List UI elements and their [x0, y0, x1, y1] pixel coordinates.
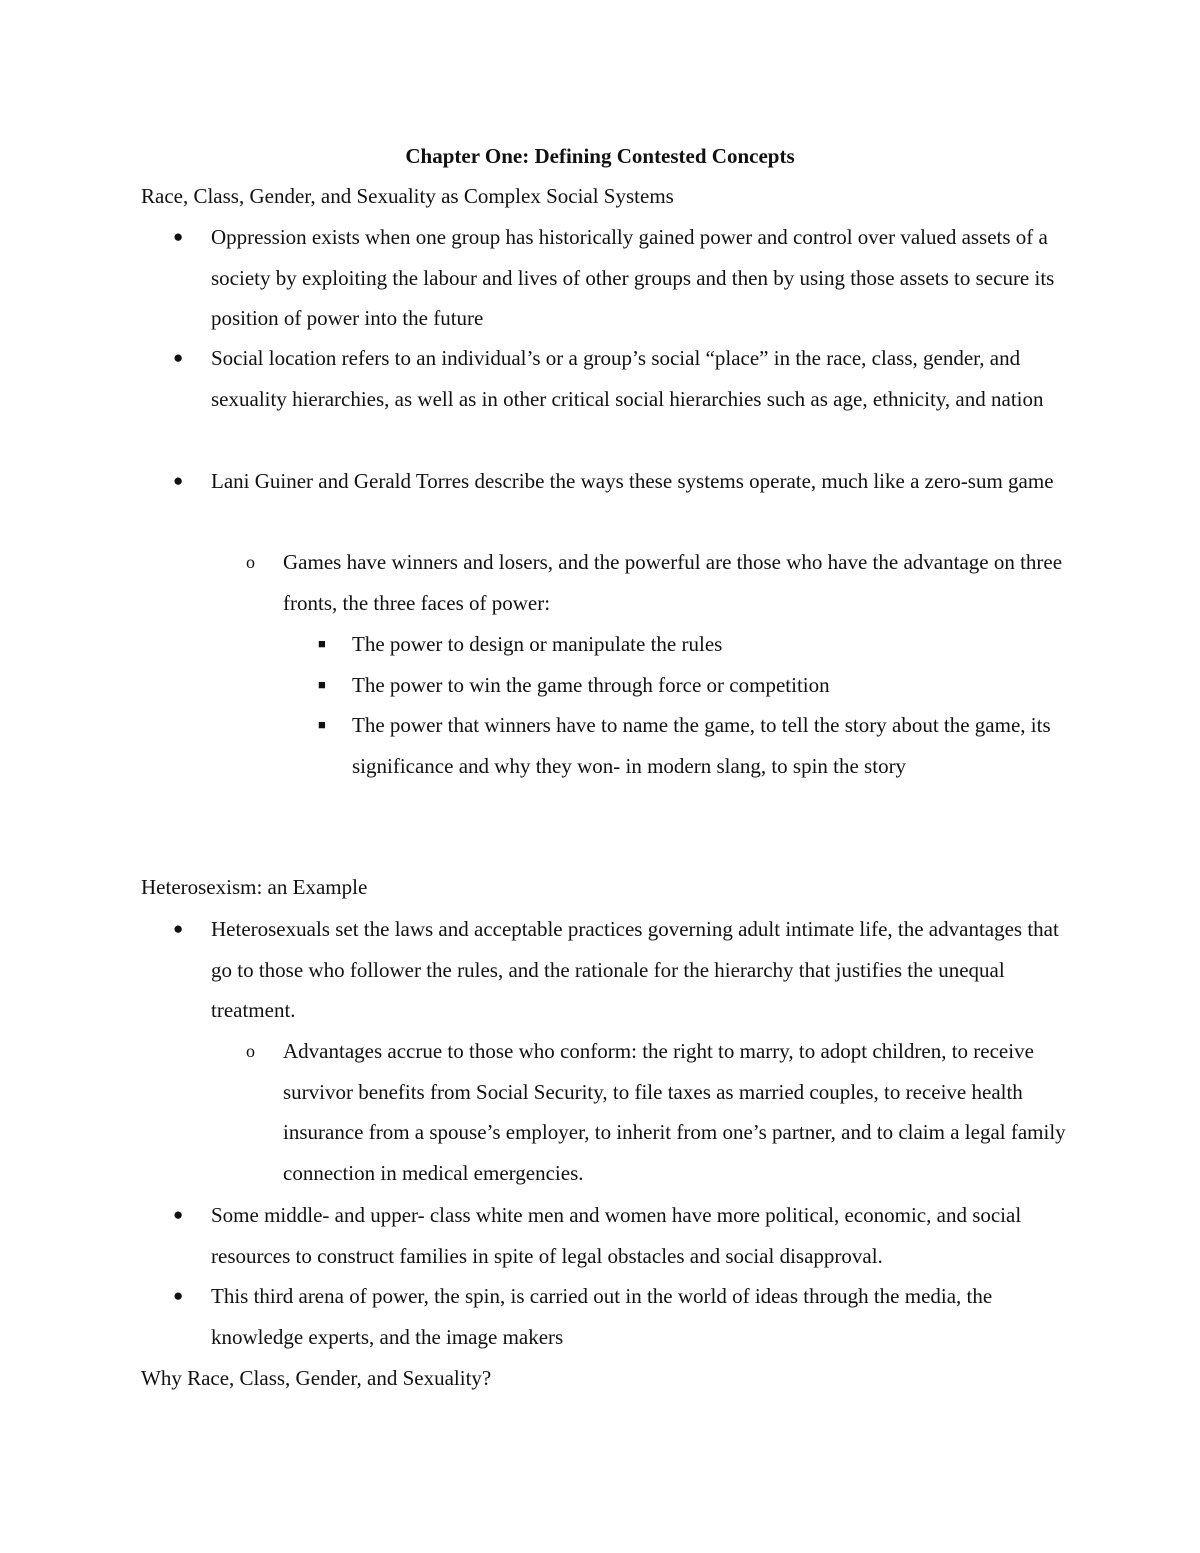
list-item — [173, 1276, 1071, 1357]
list-item — [173, 338, 1071, 419]
list-item-text: Heterosexuals set the laws and acceptable practices governing adult intimate life, the advantages that go to those who follower the rules, and the rationale for the hierarchy that justifies the unequal treatment. — [211, 917, 1059, 1023]
list-item — [173, 461, 1071, 502]
list-item-text: This third arena of power, the spin, is carried out in the world of ideas through the media, the knowledge experts, and the image makers — [211, 1284, 993, 1349]
document-title: Chapter One: Defining Contested Concepts — [405, 144, 795, 168]
bullet-marker: ● — [173, 471, 184, 490]
square-bullet-marker: ■ — [318, 677, 326, 692]
square-bullet-marker: ■ — [318, 636, 326, 651]
section-heading-heterosexism: Heterosexism: an Example — [141, 875, 368, 899]
list-item — [173, 1195, 1071, 1276]
bullet-marker: ● — [173, 227, 184, 246]
sub-list-item-text: Games have winners and losers, and the powerful are those who have the advantage on three fronts, the three faces of power: — [283, 550, 1063, 615]
sub-bullet-marker: o — [246, 1041, 255, 1061]
bullet-marker: ● — [173, 1205, 184, 1224]
sub-sub-list-item — [318, 624, 1072, 665]
bullet-marker: ● — [173, 1286, 184, 1305]
sub-list-item — [246, 1031, 1073, 1194]
square-bullet-marker: ■ — [318, 717, 326, 732]
section-heading-complex-social-systems: Race, Class, Gender, and Sexuality as Complex Social Systems — [141, 184, 674, 208]
list-item-text: Oppression exists when one group has historically gained power and control over valued assets of a society by exploiting the labour and lives of other groups and then by using those assets to secure its position of power into the future — [211, 225, 1055, 331]
sub-sub-list-item-text: The power to win the game through force or competition — [352, 673, 830, 697]
sub-sub-list-item — [318, 665, 1072, 706]
sub-sub-list-item-text: The power that winners have to name the game, to tell the story about the game, its significance and why they won- in modern slang, to spin the story — [352, 713, 1051, 778]
bullet-marker: ● — [173, 919, 184, 938]
list-item-text: Social location refers to an individual’s or a group’s social “place” in the race, class, gender, and sexuality hierarchies, as well as in other critical social hierarchies such as age, ethnicity, and nation — [211, 346, 1044, 411]
list-item-text: Lani Guiner and Gerald Torres describe the ways these systems operate, much like a zero-sum game — [211, 469, 1054, 493]
section-heading-why-race-class-gender-sexuality: Why Race, Class, Gender, and Sexuality? — [141, 1366, 492, 1390]
list-item-text: Some middle- and upper- class white men and women have more political, economic, and social resources to construct families in spite of legal obstacles and social disapproval. — [211, 1203, 1022, 1268]
sub-list-item-text: Advantages accrue to those who conform: the right to marry, to adopt children, to receive survivor benefits from Social Security, to file taxes as married couples, to receive health insurance from a spouse’s employer, to inherit from one’s partner, and to claim a legal family connection in medical emergencies. — [283, 1039, 1066, 1186]
bullet-marker: ● — [173, 348, 184, 367]
sub-list-item — [246, 542, 1073, 623]
list-item — [173, 909, 1071, 1031]
sub-sub-list-item-text: The power to design or manipulate the rules — [352, 632, 723, 656]
list-item — [173, 217, 1071, 339]
sub-sub-list-item — [318, 705, 1072, 786]
sub-bullet-marker: o — [246, 552, 255, 572]
